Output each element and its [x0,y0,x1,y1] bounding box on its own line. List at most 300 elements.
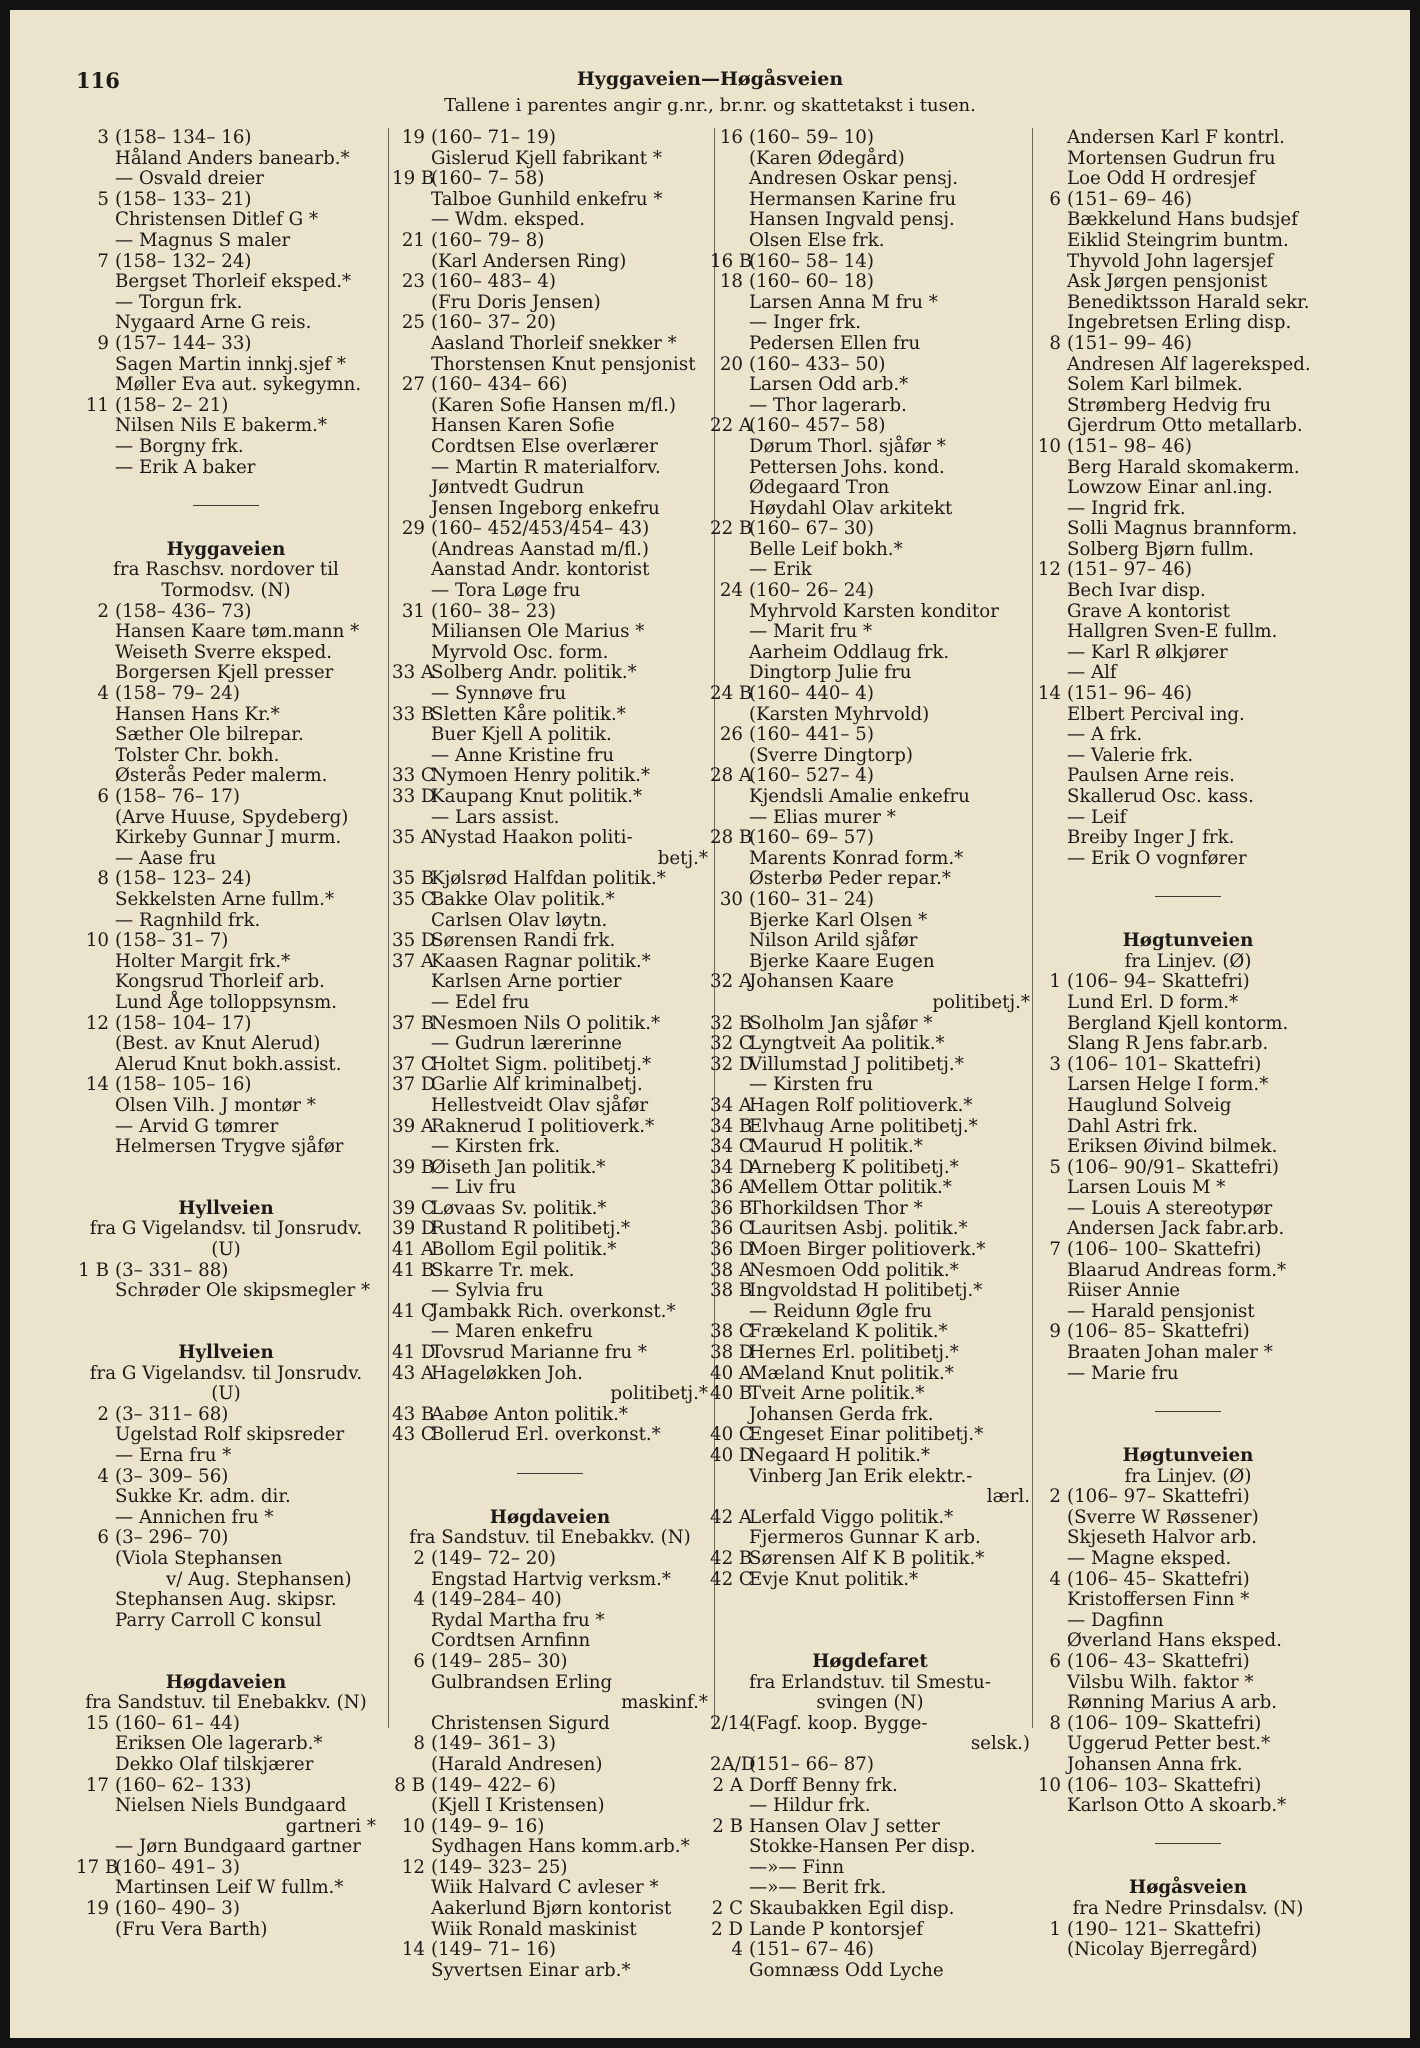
house-number [1028,252,1067,273]
house-number: 36 C [710,1218,753,1240]
house-number [710,437,749,458]
directory-entry [392,828,708,849]
house-number: 18 [719,271,743,293]
directory-entry [392,519,708,540]
house-number [76,1508,115,1529]
house-number [710,1075,749,1096]
directory-entry [76,663,376,684]
directory-entry [1028,1487,1348,1508]
house-number [1028,1755,1067,1776]
entry-text: Solholm Jan sjåfør * [749,1012,933,1034]
directory-entry [710,1549,1030,1570]
house-number [392,437,431,458]
entry-text: Carlsen Olav løytn. [431,909,608,931]
directory-entry [76,746,376,767]
entry-text: — Liv fru [431,1177,517,1199]
entry-text: Aarheim Oddlaug frk. [749,641,950,663]
directory-entry [710,1096,1030,1117]
entry-text: Kjendsli Amalie enkefru [749,786,970,807]
entry-text: Hansen Karen Sofie [431,415,615,437]
entry-text: Gislerud Kjell fabrikant * [431,147,662,169]
house-number [1028,725,1067,746]
entry-text: (160– 59– 10) [749,127,874,148]
entry-text: (160– 527– 4) [749,765,874,787]
house-number [392,972,431,993]
entry-text: (149– 323– 25) [431,1856,568,1878]
entry-text: Mortensen Gudrun fru [1067,147,1276,169]
entry-text: Frækeland K politik.* [749,1321,948,1343]
directory-entry [710,499,1030,520]
entry-text: Bjerke Karl Olsen * [749,909,928,931]
house-number [710,149,749,170]
street-heading: Hyllveien [178,1197,274,1219]
page-title: Hyggaveien—Høgåsveien [576,68,844,90]
house-number [392,1673,431,1694]
entry-text: (158– 436– 73) [115,600,252,622]
entry-text: — Karl R ølkjører [1067,641,1228,663]
directory-entry [1028,396,1348,417]
street-description: Tormodsv. (N) [161,580,291,602]
house-number: 19 [85,1898,109,1920]
house-number [392,1714,431,1735]
directory-entry [76,1714,376,1735]
directory-entry [710,1425,1030,1446]
directory-entry [710,1240,1030,1261]
directory-entry [392,1611,708,1632]
directory-entry [76,128,376,149]
entry-text: Bollerud Erl. overkonst.* [431,1424,661,1446]
entry-text: Moen Birger politioverk.* [749,1239,986,1261]
directory-entry [1028,1590,1348,1611]
entry-text: — Erik A baker [115,456,256,478]
directory-entry [76,1878,376,1899]
house-number [1028,1075,1067,1096]
entry-text: Skarre Tr. mek. [431,1259,575,1281]
house-number: 38 C [710,1321,753,1343]
house-number [1028,1734,1067,1755]
entry-text: (149– 71– 16) [431,1939,556,1961]
entry-text: Arneberg K politibetj.* [749,1156,959,1178]
directory-entry [76,890,376,911]
entry-text: (149– 361– 3) [431,1733,556,1755]
entry-text: (160– 441– 5) [749,724,874,746]
entry-text: — Anne Kristine fru [431,744,615,766]
directory-entry [392,1096,708,1117]
house-number: 43 A [392,1362,435,1384]
street-description: fra Erlandstuv. til Smestu- [749,1671,991,1693]
entry-text: Christensen Ditlef G * [115,209,319,231]
entry-text: Skjeseth Halvor arb. [1067,1527,1257,1549]
house-number [1028,1261,1067,1282]
entry-text: Evje Knut politik.* [749,1568,919,1590]
house-number [392,1570,431,1591]
entry-text: — Ingrid frk. [1067,497,1186,519]
entry-text: (149–284– 40) [431,1589,562,1611]
house-number: 36 A [710,1177,753,1199]
entry-text: Nilsen Nils E bakerm.* [115,415,327,437]
house-number [1028,1693,1067,1714]
entry-text: Hauglund Solveig [1067,1094,1232,1116]
house-number: 7 [1049,1239,1061,1261]
house-number: 40 B [710,1383,753,1405]
directory-entry [710,334,1030,355]
entry-text: (Nicolay Bjerregård) [1067,1939,1258,1961]
directory-entry [710,478,1030,499]
house-number [392,684,431,705]
directory-entry [1028,1631,1348,1652]
house-number [392,1796,431,1817]
entry-text: — Maren enkefru [431,1321,593,1343]
directory-entry [76,1899,376,1920]
directory-entry [392,1570,708,1591]
house-number [1028,375,1067,396]
directory-entry [1028,828,1348,849]
directory-entry [392,169,708,190]
entry-text: (158– 105– 16) [115,1074,252,1096]
house-number [392,1611,431,1632]
house-number: 6 [1049,1650,1061,1672]
house-number [1028,1281,1067,1302]
entry-text: Bech Ivar disp. [1067,580,1206,602]
directory-entry [710,272,1030,293]
entry-text: (Arve Huuse, Spydeberg) [115,806,349,828]
directory-entry [710,1755,1030,1776]
entry-text: Hernes Erl. politibetj.* [749,1342,959,1364]
directory-entry [710,1137,1030,1158]
entry-text: Maurud H politik.* [749,1136,923,1158]
house-number [1028,1199,1067,1220]
directory-entry [710,1776,1030,1797]
house-number: 43 C [392,1424,435,1446]
directory-entry [710,1899,1030,1920]
entry-text: Karlson Otto A skoarb.* [1067,1795,1287,1817]
house-number [1028,1343,1067,1364]
directory-entry [1028,149,1348,170]
entry-text: (106– 100– Skattefri) [1067,1239,1262,1261]
entry-text: (Karsten Myhrvold) [749,703,930,725]
house-number: 25 [401,312,425,334]
directory-entry [710,1858,1030,1879]
entry-text: Jøntvedt Gudrun [431,477,585,499]
entry-text: (160– 79– 8) [431,229,545,251]
entry-text: (106– 94– Skattefri) [1067,971,1250,993]
entry-text: Wiik Ronald maskinist [431,1918,637,1940]
directory-entry [710,1199,1030,1220]
entry-text: — Magne eksped. [1067,1547,1232,1569]
house-number [710,458,749,479]
entry-text: Olsen Else frk. [749,229,885,251]
entry-text: Nystad Haakon politi- [431,827,633,849]
entry-text: Nesmoen Odd politik.* [749,1259,959,1281]
entry-text: Weiseth Sverre eksped. [115,641,333,663]
entry-continuation: politibetj.* [610,1383,708,1405]
directory-entry [710,1878,1030,1899]
entry-text: (Karl Andersen Ring) [431,250,627,272]
directory-entry [710,766,1030,787]
house-number [1028,499,1067,520]
house-number: 19 B [392,168,435,190]
house-number: 12 [401,1856,425,1878]
house-number [1028,478,1067,499]
directory-entry [710,128,1030,149]
house-number: 20 [719,353,743,375]
house-number [76,1487,115,1508]
street-heading: Høgdefaret [812,1650,928,1672]
directory-entry [1028,808,1348,829]
house-number: 2 [97,600,109,622]
entry-text: Pedersen Ellen fru [749,332,921,354]
entry-text: Nielsen Niels Bundgaard [115,1795,347,1817]
house-number: 5 [97,188,109,210]
entry-text: (158– 123– 24) [115,868,252,890]
directory-entry [76,231,376,252]
directory-entry [392,581,708,602]
entry-text: Holter Margit frk.* [115,950,291,972]
entry-text: — Erik O vognfører [1067,847,1247,869]
directory-entry [76,1796,376,1817]
entry-text: Thorstensen Knut pensjonist [431,353,696,375]
section-separator [76,499,376,520]
directory-entry [76,684,376,705]
entry-text: (160– 26– 24) [749,580,874,602]
directory-entry [392,663,708,684]
entry-text: (160– 71– 19) [431,127,556,148]
house-number [76,1096,115,1117]
entry-text: Andresen Alf lagereksped. [1067,353,1311,375]
directory-entry [710,1322,1030,1343]
directory-entry [392,1117,708,1138]
directory-entry [710,1961,1030,1982]
house-number [392,560,431,581]
entry-text: Solberg Bjørn fullm. [1067,538,1254,560]
directory-entry [1028,190,1348,211]
entry-text: — Marie fru [1067,1362,1179,1384]
house-number: 10 [1037,1774,1061,1796]
directory-entry [1028,1343,1348,1364]
directory-entry [1028,602,1348,623]
house-number: 28 B [710,827,753,849]
house-number: 2A/D [710,1753,756,1775]
house-number [710,602,749,623]
house-number [1028,808,1067,829]
directory-entry [76,458,376,479]
directory-entry [392,1714,708,1735]
entry-text: (106– 103– Skattefri) [1067,1774,1262,1796]
house-number: 6 [97,1527,109,1549]
entry-text: Solem Karl bilmek. [1067,374,1243,396]
entry-text: Breiby Inger J frk. [1067,827,1235,849]
house-number [710,1796,749,1817]
directory-entry [710,1034,1030,1055]
house-number: 37 B [392,1012,435,1034]
house-number [392,725,431,746]
entry-text: Rønning Marius A arb. [1067,1692,1278,1714]
entry-text: (151– 96– 46) [1067,683,1192,705]
house-number [76,890,115,911]
house-number [76,1755,115,1776]
entry-text: Myhrvold Karsten konditor [749,600,999,622]
house-number [710,911,749,932]
entry-text: Garlie Alf kriminalbetj. [431,1074,643,1096]
house-number: 10 [85,930,109,952]
house-number [392,499,431,520]
house-number [1028,1508,1067,1529]
entry-text: (160– 433– 50) [749,353,886,375]
house-number [76,1590,115,1611]
directory-entry [392,1673,708,1694]
house-number [392,1755,431,1776]
directory-entry [1028,1178,1348,1199]
directory-entry [76,931,376,952]
house-number: 28 A [710,765,753,787]
directory-entry [392,334,708,355]
entry-text: Vinberg Jan Erik elektr.- [749,1465,973,1487]
entry-text: Pettersen Johs. kond. [749,456,945,478]
house-number [1028,210,1067,231]
entry-text: Sørensen Alf K B politik.* [749,1547,985,1569]
entry-text: — Erik [749,559,812,581]
directory-entry [392,272,708,293]
directory-entry [392,1878,708,1899]
house-number: 21 [401,229,425,251]
house-number [710,931,749,952]
house-number [710,622,749,643]
directory-entry [710,458,1030,479]
entry-text: Aasland Thorleif snekker * [431,332,677,354]
entry-text: Nilson Arild sjåfør [749,930,918,952]
directory-entry [76,952,376,973]
house-number [392,1322,431,1343]
house-number [1028,1590,1067,1611]
house-number [710,293,749,314]
directory-entry [1028,1755,1348,1776]
directory-entry [710,787,1030,808]
directory-entry [710,355,1030,376]
directory-entry [76,1837,376,1858]
entry-text: Øverland Hans eksped. [1067,1630,1282,1652]
directory-entry [1028,334,1348,355]
house-number: 26 [719,724,743,746]
entry-text: — Harald pensjonist [1067,1300,1255,1322]
house-number [392,1837,431,1858]
house-number [392,1096,431,1117]
directory-entry [392,808,708,829]
house-number [1028,416,1067,437]
entry-text: (160– 31– 24) [749,888,874,910]
house-number: 4 [1049,1568,1061,1590]
house-number [1028,602,1067,623]
directory-entry [710,396,1030,417]
entry-text: Thorkildsen Thor * [749,1197,923,1219]
house-number: 35 D [392,930,436,952]
house-number [1028,540,1067,561]
directory-entry [710,293,1030,314]
house-number [710,1858,749,1879]
directory-entry [392,1240,708,1261]
entry-text: Rydal Martha fru * [431,1609,605,1631]
directory-entry [76,643,376,664]
house-number: 4 [731,1939,743,1961]
entry-text: Parry Carroll C konsul [115,1609,322,1631]
entry-text: Sukke Kr. adm. dir. [115,1486,291,1508]
house-number: 29 [401,518,425,540]
entry-text: Thyvold John lagersjef [1067,250,1274,272]
entry-text: Elbert Percival ing. [1067,703,1245,725]
house-number [1028,1673,1067,1694]
directory-entry [1028,1776,1348,1797]
directory-entry [1028,1940,1348,1961]
entry-text: (106– 101– Skattefri) [1067,1053,1262,1075]
entry-text: Andresen Oskar pensj. [749,168,958,190]
entry-text: — Erna fru * [115,1445,232,1466]
directory-entry [392,1322,708,1343]
entry-text: Bergland Kjell kontorm. [1067,1012,1289,1034]
house-number: 38 D [710,1342,754,1364]
entry-text: Myrvold Osc. form. [431,641,609,663]
entry-text: (160– 440– 4) [749,683,874,705]
directory-entry [710,1837,1030,1858]
house-number [392,293,431,314]
directory-entry [76,787,376,808]
house-number [76,1446,115,1467]
directory-entry [392,1137,708,1158]
directory-entry [392,1219,708,1240]
entry-text: Hermansen Karine fru [749,188,957,210]
directory-entry [710,1446,1030,1467]
entry-text: — Ragnhild frk. [115,909,261,931]
directory-entry [76,1755,376,1776]
entry-text: Sletten Kåre politik.* [431,703,626,725]
directory-entry [76,602,376,623]
directory-entry [710,1384,1030,1405]
entry-text: (160– 58– 14) [749,250,874,272]
entry-text: Mellem Ottar politik.* [749,1177,952,1199]
directory-entry [710,149,1030,170]
house-number [76,149,115,170]
directory-entry [1028,252,1348,273]
directory-entry [392,1425,708,1446]
directory-entry [710,1796,1030,1817]
entry-text: Villumstad J politibetj.* [749,1053,964,1075]
entry-text: (106– 45– Skattefri) [1067,1568,1250,1590]
section-separator [392,1467,708,1488]
directory-entry [392,1055,708,1076]
entry-text: Braaten Johan maler * [1067,1342,1273,1364]
directory-entry [392,705,708,726]
directory-entry [1028,478,1348,499]
entry-text: (3– 309– 56) [115,1465,229,1487]
house-number: 24 [719,580,743,602]
directory-entry [392,725,708,746]
house-number [710,1878,749,1899]
directory-entry [76,252,376,273]
directory-entry [76,725,376,746]
directory-entry [76,210,376,231]
entry-continuation: politibetj.* [932,991,1030,1013]
house-number [1028,1631,1067,1652]
house-number [76,808,115,829]
directory-entry [76,1734,376,1755]
entry-text: (158– 134– 16) [115,127,252,148]
house-number [1028,1528,1067,1549]
house-number [76,210,115,231]
directory-entry [1028,210,1348,231]
directory-entry [392,540,708,561]
entry-text: Østerbø Peder repar.* [749,868,951,890]
house-number [76,1920,115,1941]
directory-entry [1028,540,1348,561]
house-number: 17 [85,1774,109,1796]
